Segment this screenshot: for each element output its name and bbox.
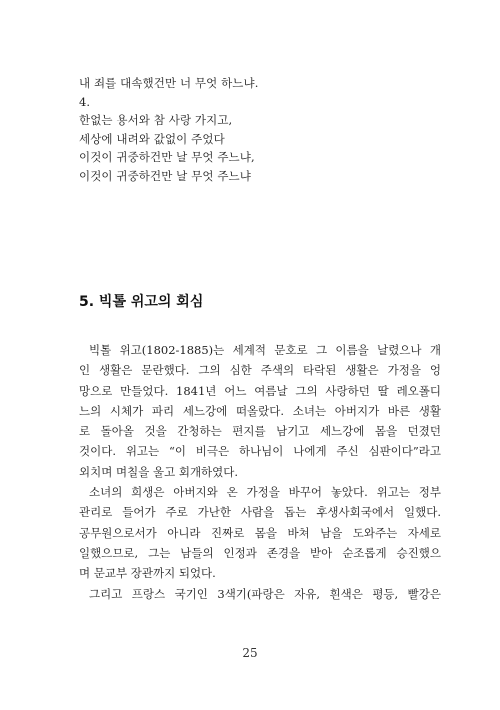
body-text: [79, 340, 441, 604]
verse-line: 한없는 용서와 참 사랑 가지고,: [79, 113, 233, 128]
paragraph-line: 빅톨 위고(1802-1885)는 세계적 문호로 그 이름을 날렸으나 개: [89, 343, 441, 357]
verse-line: 내 죄를 대속했건만 너 무엇 하느냐.: [79, 76, 259, 90]
paragraph-line: 소녀의 희생은 아버지와 온 가정을 바꾸어 놓았다. 위고는 정부: [89, 485, 441, 500]
paragraph-line: 그리고 프랑스 국기인 3색기(파랑은 자유, 흰색은 평등, 빨강은: [89, 586, 441, 601]
paragraph-line: 외치며 며칠을 울고 회개하였다.: [79, 464, 239, 479]
verse-line: 세상에 내려와 값없이 주었다: [79, 131, 225, 146]
verse-line: 이것이 귀중하건만 날 무엇 주느냐: [79, 168, 251, 183]
paragraph-line: 일했으므로, 그는 남들의 인정과 존경을 받아 순조롭게 승진했으: [79, 545, 441, 560]
paragraph-line: 망으로 만들었다. 1841년 어느 여름날 그의 사랑하던 딸 레오폴디: [79, 383, 441, 398]
paragraph-line: 관리로 들어가 주로 가난한 사람을 돕는 후생사회국에서 일했다.: [79, 505, 441, 520]
paragraph-line: 것이다. 위고는 “이 비극은 하나님이 나에게 주신 심판이다”라고: [79, 444, 441, 459]
page-number: 25: [242, 646, 258, 660]
verse-number: 4.: [79, 94, 91, 109]
hymn-verse: [79, 74, 439, 186]
paragraph-line: 며 문교부 장관까지 되었다.: [79, 566, 216, 581]
paragraph-line: 느의 시체가 파리 세느강에 떠올랐다. 소녀는 아버지가 바른 생활: [79, 403, 441, 418]
paragraph-line: 인 생활은 문란했다. 그의 심한 주색의 타락된 생활은 가정을 엉: [79, 363, 441, 378]
paragraph-line: 공무원으로서가 아니라 진짜로 몸을 바쳐 남을 도와주는 자세로: [79, 525, 441, 540]
verse-line: 이것이 귀중하건만 날 무엇 주느냐,: [79, 150, 255, 165]
section-heading: 5. 빅톨 위고의 회심: [79, 294, 204, 310]
paragraph-line: 로 돌아올 것을 간청하는 편지를 남기고 세느강에 몸을 던졌던: [79, 424, 441, 439]
